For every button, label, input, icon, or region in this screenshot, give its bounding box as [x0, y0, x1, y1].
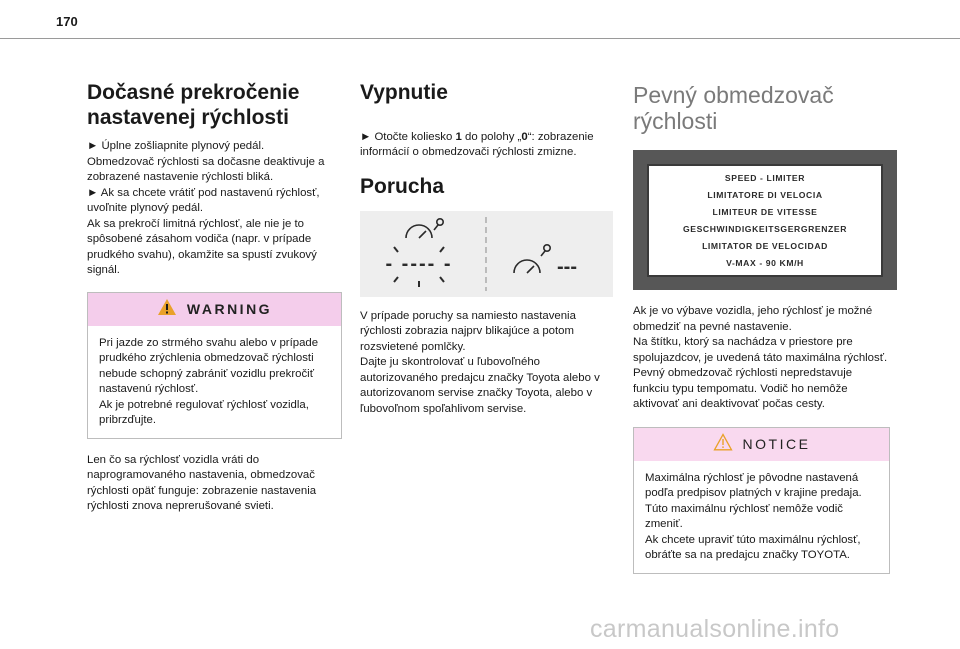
section-title-off: Vypnutie: [360, 81, 448, 104]
plate-line: SPEED - LIMITER: [724, 173, 806, 184]
off-text-zero: 0: [521, 130, 528, 143]
fault-figure: [360, 211, 613, 297]
fault-instructions: V prípade poruchy sa namiesto nastavenia rýchlosti zobrazia najprv blikajúce a potom rozsvietené pomlčky. Dajte ju skontrolovať u ľubovoľného autorizovaného predajcu značky Toyota alebo v autorizovanom servise značky Toyota, alebo v ľubovoľnom spoľahlivom servise.: [360, 309, 600, 415]
column-fixed-limiter: [633, 80, 890, 574]
watermark: carmanualsonline.info: [590, 615, 840, 643]
notice-triangle-icon: [713, 433, 733, 456]
warning-body: [88, 326, 341, 438]
page-number: 170: [56, 14, 78, 29]
off-text-mid: do polohy „: [461, 130, 522, 143]
fixed-limiter-text: Ak je vo výbave vozidla, jeho rýchlosť je možné obmedziť na pevné nastavenie. Na štítku, ktorý sa nachádza v priestore pre spolujazdcov, je uvedená táto maximálna rýchlosť. Pevný obmedzovač rýchlosti nepredstavuje funkciu typu tempomatu. Vodič ho nemôže aktivovať ani deaktivovať počas cesty.: [633, 305, 888, 410]
notice-body: [634, 461, 889, 573]
plate-line: GESCHWINDIGKEITSGERGRENZER: [682, 223, 848, 234]
plate-line: LIMITATOR DE VELOCIDAD: [702, 240, 828, 251]
section-title-temporary-override: Dočasné prekročenie nastavenej rýchlosti: [87, 81, 300, 129]
speed-limiter-plate-figure: [633, 150, 897, 290]
fault-dashes-right: ---: [557, 255, 577, 278]
off-text-post: “: zobrazenie informácií o obmedzovači rýchlosti zmizne.: [360, 130, 594, 158]
off-text-wheel-number: 1: [455, 130, 462, 143]
speed-limiter-plate: [647, 164, 883, 277]
warning-box: [87, 292, 342, 439]
section-title-fault: Porucha: [360, 174, 445, 198]
plate-line: LIMITEUR DE VITESSE: [712, 207, 818, 218]
speed-limiter-fault-icon: [360, 211, 613, 297]
notice-header: [634, 428, 889, 461]
notice-text: Maximálna rýchlosť je pôvodne nastavená podľa predpisov platných v krajine predaja. Túto maximálnu rýchlosť nemôže vodič zmeniť. Ak chcete upraviť túto maximálnu rýchlosť, obráťte sa na predajcu značky TOYOTA.: [645, 471, 862, 561]
warning-text: Pri jazde zo strmého svahu alebo v prípade prudkého zrýchlenia obmedzovač rýchlosti nebude schopný zabrániť vozidlu prekročiť nastavenú rýchlosť. Ak je potrebné regulovať rýchlosť vozidla, pribrzďujte.: [99, 336, 319, 426]
warning-triangle-icon: [157, 298, 177, 321]
fault-dashes-left: - ---- -: [385, 252, 453, 275]
column-temporary-override: [87, 80, 342, 515]
plate-line: V-MAX - 90 KM/H: [726, 257, 804, 268]
notice-label: NOTICE: [742, 436, 811, 452]
column-off-fault: [360, 80, 613, 417]
plate-line: LIMITATORE DI VELOCIA: [707, 190, 823, 201]
resume-text: Len čo sa rýchlosť vozidla vráti do naprogramovaného nastavenia, obmedzovač rýchlosti opäť funguje: zobrazenie nastavenia rýchlosti znova neprerušované svieti.: [87, 453, 317, 512]
warning-header: [88, 293, 341, 326]
section-title-fixed-limiter: Pevný obmedzovač rýchlosti: [633, 82, 834, 134]
notice-box: [633, 427, 890, 574]
header-rule: [0, 38, 960, 39]
warning-label: WARNING: [186, 301, 273, 317]
override-instructions: ► Úplne zošliapnite plynový pedál. Obmedzovač rýchlosti sa dočasne deaktivuje a zobrazené nastavenie rýchlosti bliká. ► Ak sa chcete vrátiť pod nastavenú rýchlosť, uvoľnite plynový pedál. Ak sa prekročí limitná rýchlosť, ale nie je to spôsobené zásahom vodiča (napr. v prípade prudkého svahu), okamžite sa spustí zvukový signál.: [87, 140, 325, 276]
off-text-pre: ► Otočte koliesko: [360, 130, 456, 143]
off-instructions: [360, 114, 613, 161]
